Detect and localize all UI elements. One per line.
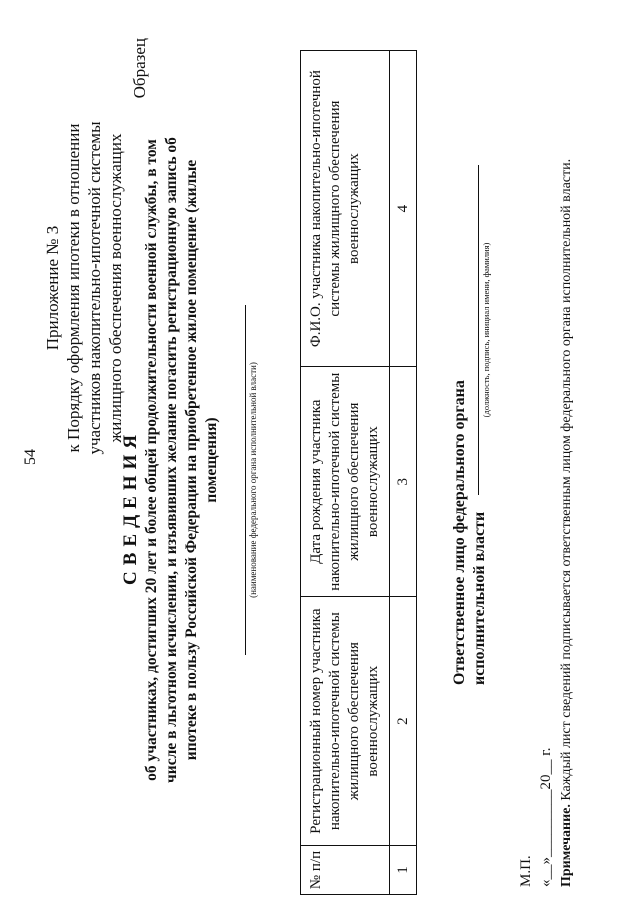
header-reg-number: Регистрационный номер участника накопительно-ипотечной системы жилищного обеспечения военнослужащих — [301, 597, 390, 846]
stamp-placeholder: М.П. — [518, 855, 534, 887]
column-number-4: 4 — [390, 51, 417, 367]
signature-caption: (должность, подпись, инициал имени, фамилия) — [478, 165, 491, 495]
appendix-line-1: Приложение № 3 — [43, 225, 62, 351]
responsible-line-2: исполнительной власти — [471, 511, 488, 685]
column-number-3: 3 — [390, 367, 417, 597]
note-label: Примечание. — [559, 804, 574, 887]
participants-table — [300, 50, 417, 895]
page-number: 54 — [22, 449, 39, 465]
appendix-line-2: к Порядку оформления ипотеки в отношении — [64, 123, 83, 453]
responsible-line-1: Ответственное лицо федерального органа — [451, 380, 468, 685]
sample-label: Образец — [130, 38, 149, 99]
note-text: Каждый лист сведений подписывается ответственным лицом федерального органа исполнительной власти. — [559, 158, 574, 805]
appendix-header — [42, 88, 126, 488]
column-number-2: 2 — [390, 597, 417, 846]
date-line: «__»_________20__ г. — [538, 747, 554, 887]
note — [558, 27, 576, 887]
table-header-row — [301, 51, 390, 895]
table-column-numbers — [390, 51, 417, 895]
appendix-line-3: участников накопительно-ипотечной системы — [85, 121, 104, 455]
document-title: СВЕДЕНИЯ — [120, 428, 141, 585]
header-birth-date: Дата рождения участника накопительно-ипотечной системы жилищного обеспечения военнослужащих — [301, 367, 390, 597]
header-number: № п/п — [301, 846, 390, 895]
header-full-name: Ф.И.О. участника накопительно-ипотечной системы жилищного обеспечения военнослужащих — [301, 51, 390, 367]
org-name-caption: (наименование федерального органа исполнительной власти) — [245, 305, 258, 655]
column-number-1: 1 — [390, 846, 417, 895]
document-subtitle: об участниках, достигших 20 лет и более общей продолжительности военной службы, в том числе в льготном исчислении, и изъявивших желание погасить регистрационную запись об ипотеке в пользу Российской Федерации на приобретенное жилое помещение (жилые помещения) — [143, 137, 220, 783]
appendix-line-4: жилищного обеспечения военнослужащих — [106, 133, 125, 443]
